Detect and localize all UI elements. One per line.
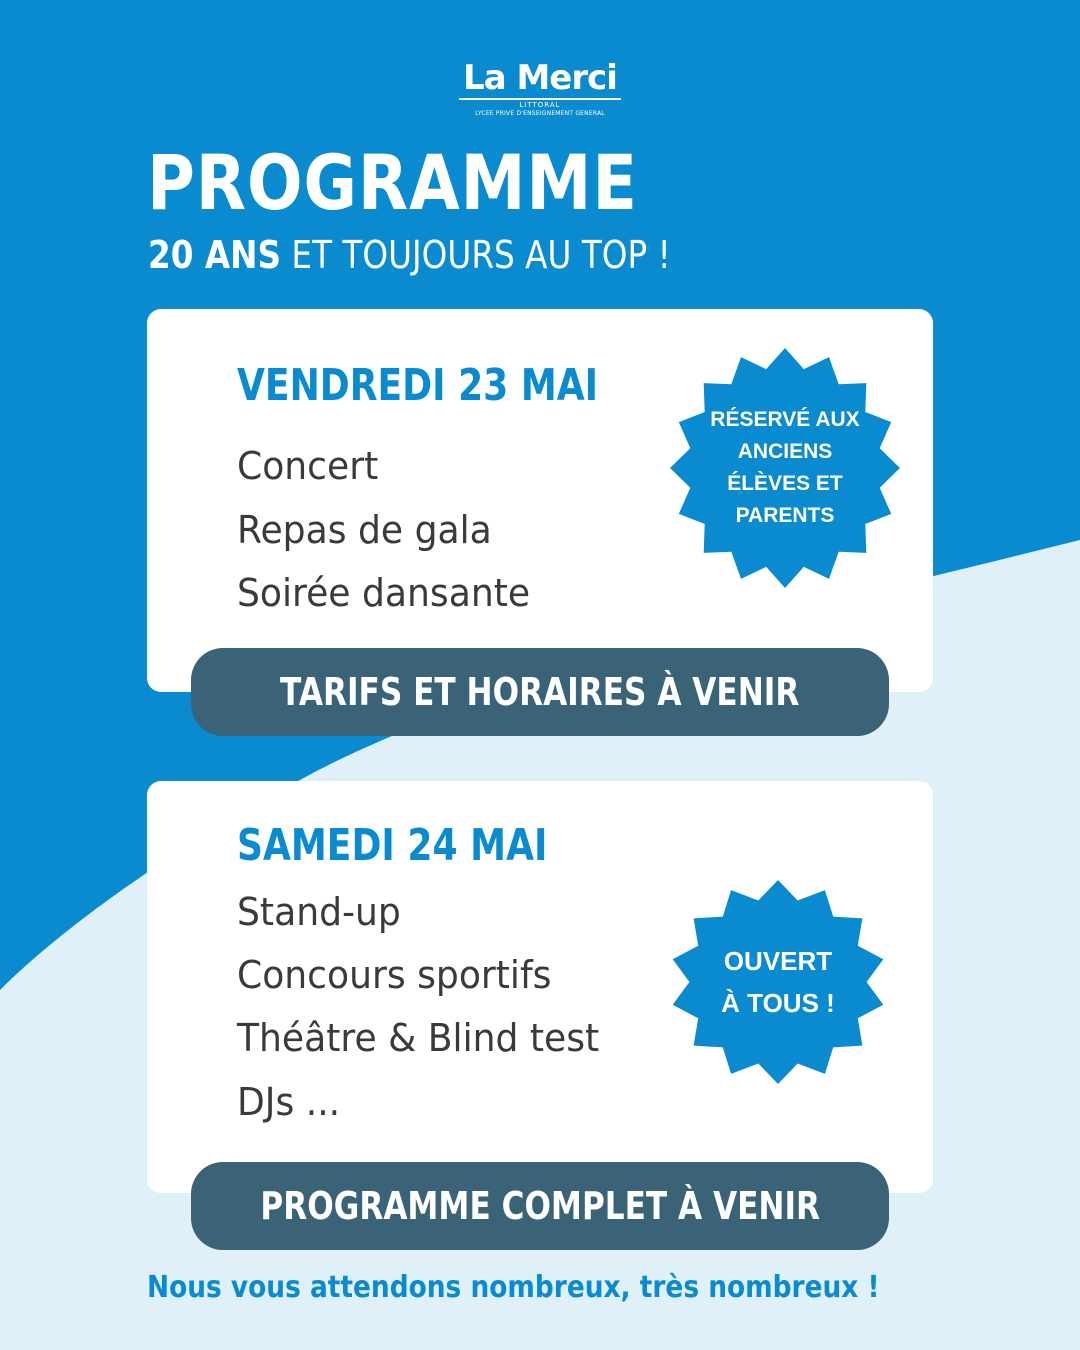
- subtitle-rest: ET TOUJOURS AU TOP !: [281, 233, 671, 277]
- badge-line: ANCIENS: [737, 440, 833, 463]
- friday-reserved-badge: [670, 348, 900, 588]
- saturday-activity: Théâtre & Blind test: [237, 1016, 600, 1060]
- page-subtitle: [148, 230, 671, 280]
- subtitle-bold: 20 ANS: [148, 233, 282, 277]
- saturday-activity: Stand-up: [237, 890, 401, 934]
- badge-line: OUVERT: [723, 946, 833, 976]
- saturday-info-text: PROGRAMME COMPLET À VENIR: [260, 1184, 820, 1228]
- badge-line: PARENTS: [735, 504, 835, 527]
- friday-info-bar: [191, 648, 889, 736]
- logo-line2: LYCEE PRIVE D'ENSEIGNEMENT GENERAL: [475, 110, 605, 117]
- school-logo: [455, 58, 625, 124]
- footer-message: Nous vous attendons nombreux, très nombreux !: [147, 1270, 880, 1305]
- logo-brand: La Merci: [463, 58, 617, 98]
- saturday-day-title: SAMEDI 24 MAI: [237, 820, 548, 871]
- friday-activity: Concert: [237, 444, 379, 488]
- badge-line: ÉLÈVES ET: [727, 472, 843, 495]
- badge-line: RÉSERVÉ AUX: [710, 408, 860, 431]
- friday-day-title: VENDREDI 23 MAI: [237, 360, 599, 411]
- friday-info-text: TARIFS ET HORAIRES À VENIR: [280, 670, 800, 714]
- saturday-info-bar: [191, 1162, 889, 1250]
- friday-activity: Soirée dansante: [237, 571, 531, 615]
- saturday-activity: DJs ...: [237, 1080, 341, 1124]
- saturday-open-badge: [670, 880, 886, 1084]
- badge-text: [670, 348, 900, 588]
- logo-line1: LITTORAL: [459, 98, 621, 110]
- badge-line: À TOUS !: [721, 988, 835, 1018]
- page-title: PROGRAMME: [147, 138, 638, 227]
- friday-activity: Repas de gala: [237, 508, 492, 552]
- saturday-activity: Concours sportifs: [237, 953, 552, 997]
- badge-text: [670, 880, 886, 1084]
